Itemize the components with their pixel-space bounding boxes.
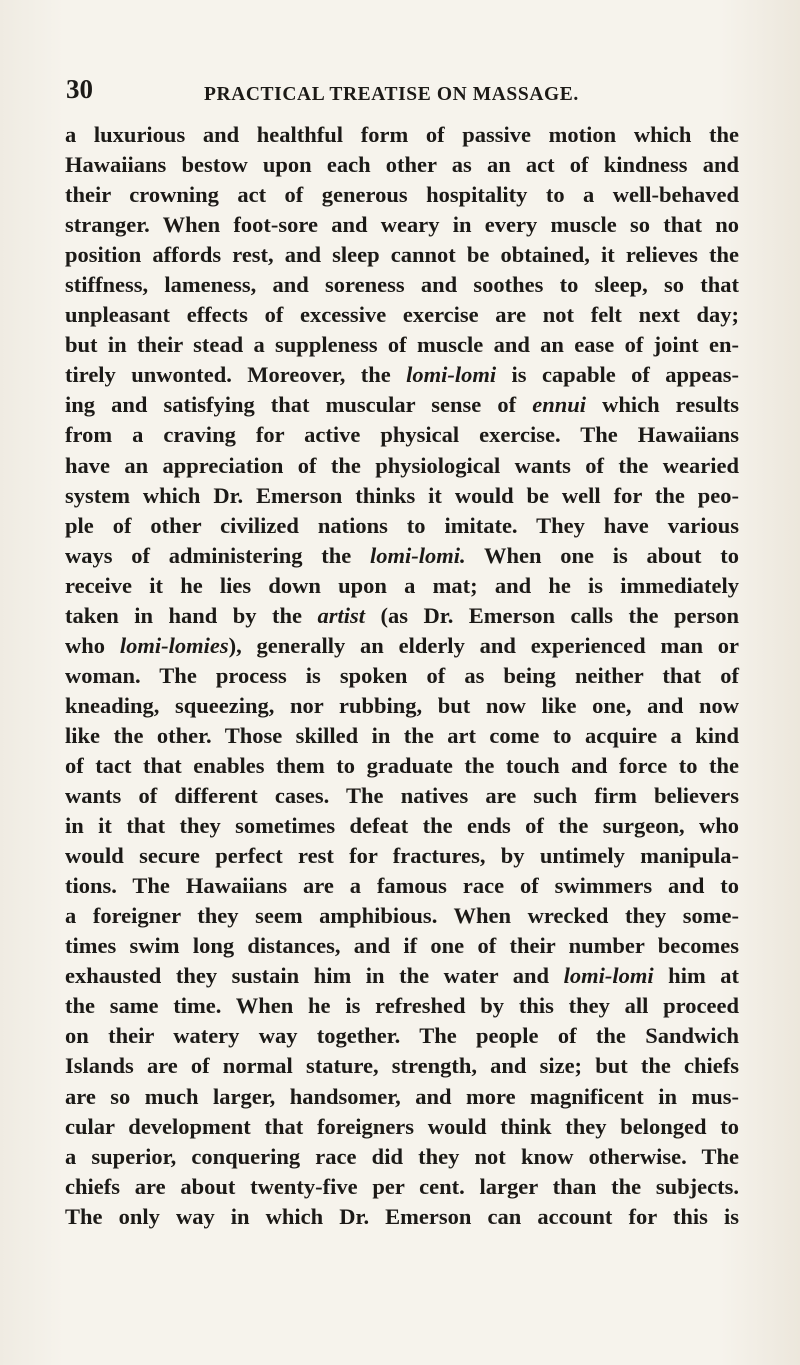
italic-term: lomi-lomies [119,632,229,658]
text-line [65,180,739,210]
text-segment: ple of other civilized nations to imitate. They have various [65,512,739,538]
text-line [65,961,739,991]
text-line [65,150,739,180]
text-line [65,901,739,931]
text-line [65,871,739,901]
text-segment: like the other. Those skilled in the art come to acquire a kind [65,722,739,748]
text-line [65,481,739,511]
text-segment: times swim long distances, and if one of their number becomes [65,933,739,959]
text-segment: is capable of appeas- [496,362,739,388]
text-segment: but in their stead a suppleness of muscle and an ease of joint en- [65,332,739,358]
text-segment: ), generally an elderly and experienced man or [228,632,739,658]
text-line [65,781,739,811]
page-number: 30 [66,74,93,104]
text-line [65,451,739,481]
text-line [65,1021,739,1051]
text-line [65,601,739,631]
text-segment: are so much larger, handsomer, and more magnificent in mus- [65,1083,739,1109]
text-line [65,931,739,961]
italic-term: artist [317,602,366,628]
text-line [65,661,739,691]
text-segment: (as Dr. Emerson calls the person [365,602,740,628]
text-line [65,270,739,300]
text-line [65,541,739,571]
text-line [65,721,739,751]
text-segment: unpleasant effects of excessive exercise are not felt next day; [65,302,739,328]
text-segment: a superior, conquering race did they not know otherwise. The [65,1143,739,1169]
text-line [65,1082,739,1112]
running-head: PRACTICAL TREATISE ON MASSAGE. [204,84,579,105]
text-line [65,420,739,450]
text-line [65,300,739,330]
text-line [65,1142,739,1172]
text-line [65,1172,739,1202]
text-line [65,751,739,781]
text-segment: The only way in which Dr. Emerson can account for this is [65,1203,739,1229]
text-segment: woman. The process is spoken of as being neither that of [65,662,739,688]
text-line [65,991,739,1021]
text-segment: a foreigner they seem amphibious. When wrecked they some- [65,903,739,929]
text-line [65,811,739,841]
text-segment: the same time. When he is refreshed by this they all proceed [65,993,739,1019]
text-segment: him at [653,963,739,989]
text-line [65,120,739,150]
text-segment: ways of administering the [65,542,370,568]
text-segment: of tact that enables them to graduate the touch and force to the [65,752,739,778]
italic-term: lomi-lomi. [370,542,466,568]
text-segment: Hawaiians bestow upon each other as an act of kindness and [65,152,739,178]
text-segment: tirely unwonted. Moreover, the [65,362,407,388]
italic-term: ennui [532,392,586,418]
text-line [65,1112,739,1142]
text-segment: taken in hand by the [65,602,318,628]
text-segment: their crowning act of generous hospitality to a well-behaved [65,182,739,208]
text-line [65,631,739,661]
text-segment: wants of different cases. The natives are such firm believers [65,783,739,809]
text-segment: Islands are of normal stature, strength, and size; but the chiefs [65,1053,739,1079]
italic-term: lomi-lomi [563,963,654,989]
text-segment: cular development that foreigners would think they belonged to [65,1113,739,1139]
text-line [65,210,739,240]
text-line [65,240,739,270]
text-segment: in it that they sometimes defeat the ends of the surgeon, who [65,813,739,839]
text-segment: exhausted they sustain him in the water and [65,963,564,989]
text-segment: position affords rest, and sleep cannot be obtained, it relieves the [65,242,739,268]
text-line [65,360,739,390]
text-segment: have an appreciation of the physiological wants of the wearied [65,452,739,478]
text-segment: on their watery way together. The people of the Sandwich [65,1023,739,1049]
text-line [65,691,739,721]
text-segment: from a craving for active physical exercise. The Hawaiians [65,422,739,448]
text-line [65,1202,739,1232]
text-line [65,1051,739,1081]
text-segment: stranger. When foot-sore and weary in every muscle so that no [65,212,739,238]
text-segment: a luxurious and healthful form of passive motion which the [65,122,739,147]
text-segment: stiffness, lameness, and soreness and soothes to sleep, so that [65,272,739,298]
text-line [65,390,739,420]
text-line [65,841,739,871]
body-text [65,120,739,1232]
text-line [65,511,739,541]
text-segment: tions. The Hawaiians are a famous race of swimmers and to [65,873,739,899]
text-segment: chiefs are about twenty-five per cent. larger than the subjects. [65,1173,739,1199]
text-segment: When one is about to [465,542,739,568]
text-segment: which results [585,392,739,418]
text-segment: kneading, squeezing, nor rubbing, but now like one, and now [65,692,739,718]
text-segment: who [65,632,120,658]
text-segment: would secure perfect rest for fractures, by untimely manipula- [65,843,739,869]
text-line [65,571,739,601]
text-line [65,330,739,360]
italic-term: lomi-lomi [406,362,497,388]
text-segment: system which Dr. Emerson thinks it would be well for the peo- [65,482,739,508]
text-segment: ing and satisfying that muscular sense of [65,392,533,418]
text-segment: receive it he lies down upon a mat; and he is immediately [65,572,739,598]
